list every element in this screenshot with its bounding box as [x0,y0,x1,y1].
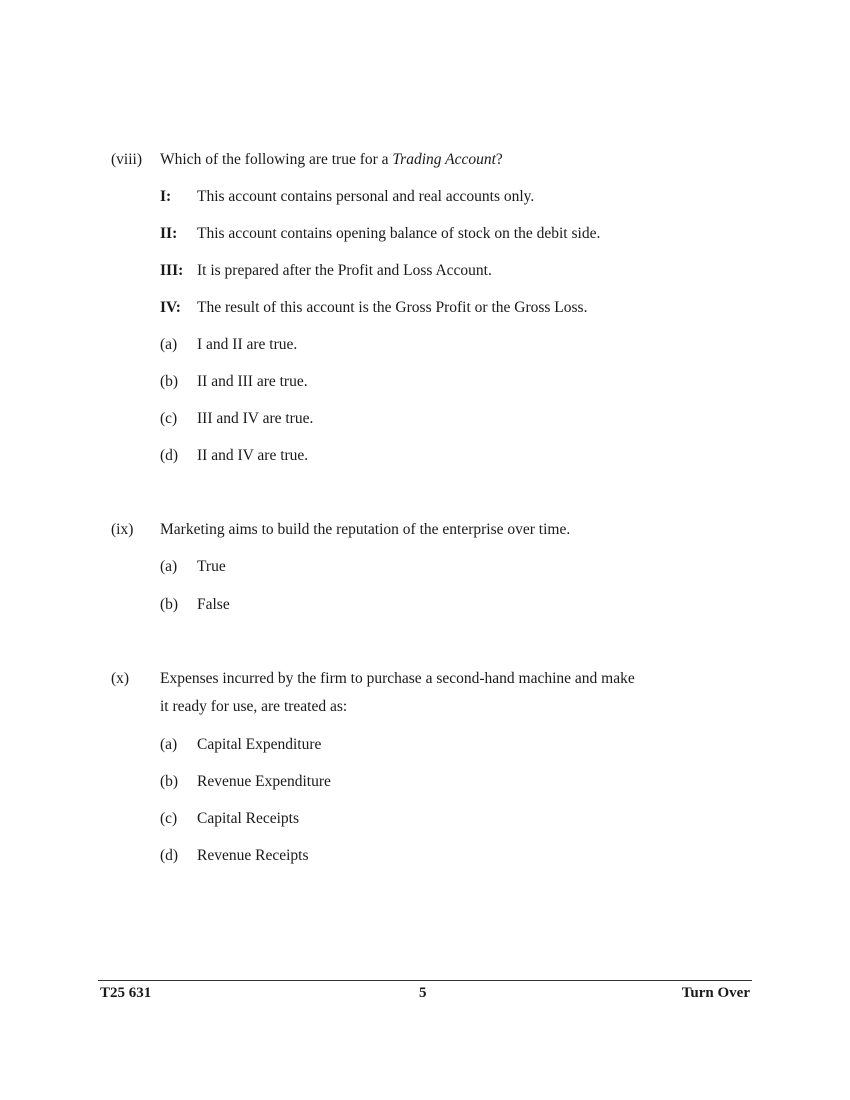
question-number-ix: (ix) [111,521,134,538]
footer-paper-code: T25 631 [100,985,152,1001]
question-text-ix: Marketing aims to build the reputation of the enterprise over time. [160,521,571,538]
question-text-viii-part1: Which of the following are true for a [160,151,393,168]
statement-text-iv: The result of this account is the Gross Profit or the Gross Loss. [197,299,588,316]
question-number-viii: (viii) [111,151,142,168]
option-text-ix-b: False [197,596,230,613]
option-text-viii-b: II and III are true. [197,373,308,390]
option-label-x-d: (d) [160,847,179,864]
question-text-x-line1: Expenses incurred by the firm to purchase a second-hand machine and make [160,670,635,687]
question-text-x-line2: it ready for use, are treated as: [160,698,348,715]
option-label-ix-b: (b) [160,596,179,613]
statement-text-i: This account contains personal and real accounts only. [197,188,535,205]
option-label-viii-c: (c) [160,410,178,427]
question-text-viii-part3: ? [495,151,503,168]
option-text-x-b: Revenue Expenditure [197,773,331,790]
option-label-x-c: (c) [160,810,178,827]
option-text-viii-d: II and IV are true. [197,447,309,464]
question-number-x: (x) [111,670,130,687]
option-text-x-a: Capital Expenditure [197,736,322,753]
statement-mark-ii: II: [160,225,178,242]
footer-turn-over: Turn Over [681,985,750,1001]
option-label-ix-a: (a) [160,558,178,575]
option-text-viii-a: I and II are true. [197,336,298,353]
option-text-x-d: Revenue Receipts [197,847,309,864]
question-text-viii-italic: Trading Account [392,151,496,168]
option-label-viii-d: (d) [160,447,179,464]
statement-mark-iv: IV: [160,299,181,316]
option-text-x-c: Capital Receipts [197,810,300,827]
question-text-viii [160,150,503,170]
statement-text-ii: This account contains opening balance of stock on the debit side. [197,225,601,242]
option-label-x-b: (b) [160,773,179,790]
option-text-viii-c: III and IV are true. [197,410,314,427]
statement-mark-i: I: [160,188,172,205]
footer-page-number: 5 [419,985,427,1001]
statement-mark-iii: III: [160,262,184,279]
statement-text-iii: It is prepared after the Profit and Loss Account. [197,262,492,279]
option-text-ix-a: True [197,558,226,575]
option-label-viii-a: (a) [160,336,178,353]
option-label-x-a: (a) [160,736,178,753]
footer-divider [98,980,752,981]
option-label-viii-b: (b) [160,373,179,390]
